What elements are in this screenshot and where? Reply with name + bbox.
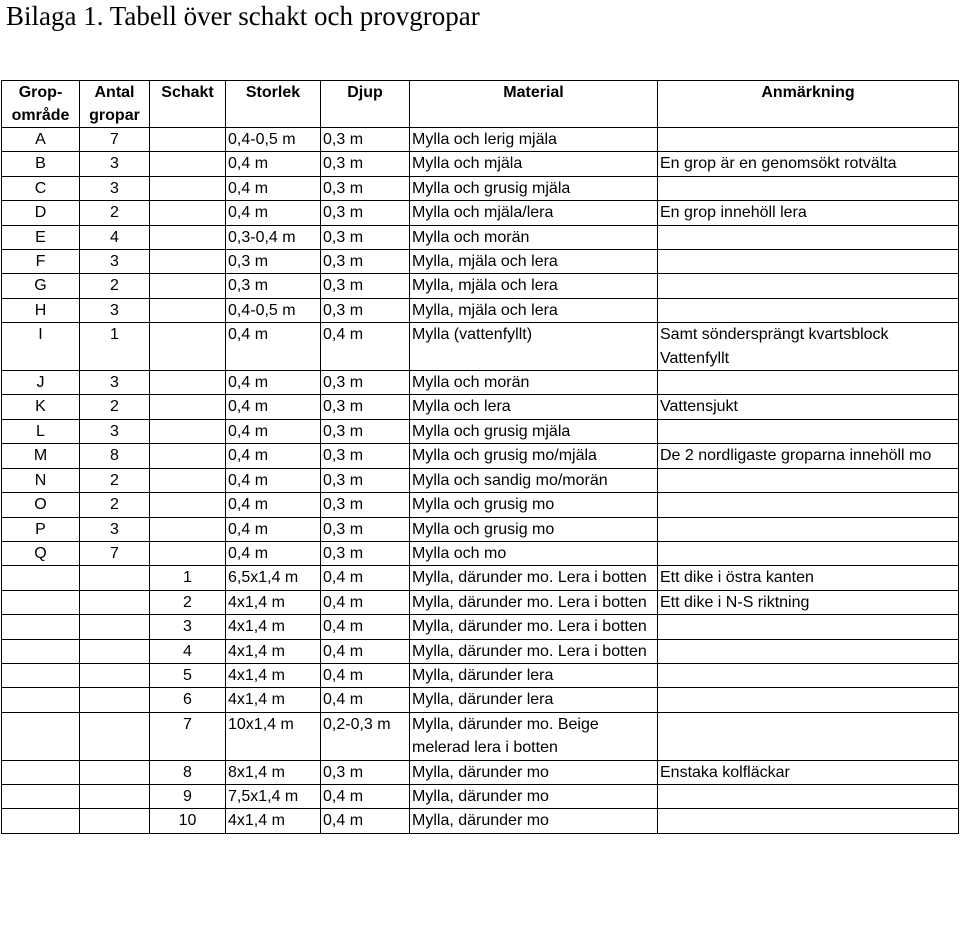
cell-note bbox=[658, 712, 959, 760]
cell-material: Mylla, därunder mo bbox=[410, 784, 658, 808]
cell-area: I bbox=[2, 323, 80, 371]
cell-schakt: 7 bbox=[150, 712, 226, 760]
cell-material: Mylla (vattenfyllt) bbox=[410, 323, 658, 371]
table-row bbox=[2, 760, 959, 784]
cell-material: Mylla och morän bbox=[410, 225, 658, 249]
cell-depth: 0,3 m bbox=[321, 760, 410, 784]
cell-area bbox=[2, 809, 80, 833]
cell-schakt: 9 bbox=[150, 784, 226, 808]
cell-schakt bbox=[150, 419, 226, 443]
cell-area: C bbox=[2, 176, 80, 200]
cell-schakt bbox=[150, 517, 226, 541]
cell-note: Ett dike i östra kanten bbox=[658, 566, 959, 590]
col-header-depth: Djup bbox=[321, 81, 410, 128]
table-row bbox=[2, 590, 959, 614]
table-row bbox=[2, 128, 959, 152]
cell-schakt: 3 bbox=[150, 615, 226, 639]
table-row bbox=[2, 712, 959, 760]
cell-material: Mylla och mjäla bbox=[410, 152, 658, 176]
cell-size: 6,5x1,4 m bbox=[226, 566, 321, 590]
cell-material: Mylla och mjäla/lera bbox=[410, 201, 658, 225]
cell-count: 3 bbox=[80, 152, 150, 176]
cell-schakt bbox=[150, 323, 226, 371]
cell-count: 2 bbox=[80, 468, 150, 492]
cell-area: E bbox=[2, 225, 80, 249]
cell-depth: 0,3 m bbox=[321, 493, 410, 517]
cell-size: 0,3-0,4 m bbox=[226, 225, 321, 249]
cell-schakt bbox=[150, 128, 226, 152]
cell-area bbox=[2, 712, 80, 760]
cell-schakt: 10 bbox=[150, 809, 226, 833]
cell-material: Mylla och sandig mo/morän bbox=[410, 468, 658, 492]
cell-count: 3 bbox=[80, 371, 150, 395]
cell-size: 4x1,4 m bbox=[226, 615, 321, 639]
cell-count bbox=[80, 590, 150, 614]
cell-note bbox=[658, 517, 959, 541]
cell-material: Mylla, därunder mo. Lera i botten bbox=[410, 615, 658, 639]
cell-note bbox=[658, 663, 959, 687]
cell-note bbox=[658, 639, 959, 663]
cell-size: 0,4 m bbox=[226, 517, 321, 541]
cell-material: Mylla och lera bbox=[410, 395, 658, 419]
cell-note bbox=[658, 225, 959, 249]
cell-depth: 0,3 m bbox=[321, 128, 410, 152]
table-row bbox=[2, 784, 959, 808]
table-row bbox=[2, 225, 959, 249]
cell-count: 2 bbox=[80, 493, 150, 517]
table-row bbox=[2, 615, 959, 639]
cell-size: 0,3 m bbox=[226, 250, 321, 274]
cell-area: H bbox=[2, 298, 80, 322]
cell-depth: 0,3 m bbox=[321, 176, 410, 200]
cell-schakt bbox=[150, 250, 226, 274]
col-header-area: Grop-område bbox=[2, 81, 80, 128]
cell-area: N bbox=[2, 468, 80, 492]
cell-schakt: 1 bbox=[150, 566, 226, 590]
cell-schakt bbox=[150, 298, 226, 322]
cell-note: De 2 nordligaste groparna innehöll mo bbox=[658, 444, 959, 468]
cell-schakt bbox=[150, 225, 226, 249]
cell-size: 7,5x1,4 m bbox=[226, 784, 321, 808]
cell-depth: 0,2-0,3 m bbox=[321, 712, 410, 760]
cell-schakt bbox=[150, 468, 226, 492]
cell-size: 4x1,4 m bbox=[226, 590, 321, 614]
col-header-count: Antal gropar bbox=[80, 81, 150, 128]
cell-depth: 0,3 m bbox=[321, 468, 410, 492]
cell-size: 0,4 m bbox=[226, 395, 321, 419]
cell-count: 1 bbox=[80, 323, 150, 371]
cell-count bbox=[80, 784, 150, 808]
cell-material: Mylla, därunder lera bbox=[410, 663, 658, 687]
cell-depth: 0,3 m bbox=[321, 152, 410, 176]
col-header-size: Storlek bbox=[226, 81, 321, 128]
cell-area: D bbox=[2, 201, 80, 225]
cell-material: Mylla, därunder mo. Lera i botten bbox=[410, 566, 658, 590]
cell-size: 4x1,4 m bbox=[226, 809, 321, 833]
cell-size: 4x1,4 m bbox=[226, 688, 321, 712]
cell-count: 3 bbox=[80, 250, 150, 274]
cell-size: 0,4 m bbox=[226, 323, 321, 371]
cell-material: Mylla, därunder mo bbox=[410, 760, 658, 784]
table-row bbox=[2, 688, 959, 712]
cell-count bbox=[80, 663, 150, 687]
cell-depth: 0,3 m bbox=[321, 225, 410, 249]
cell-material: Mylla och lerig mjäla bbox=[410, 128, 658, 152]
cell-area bbox=[2, 639, 80, 663]
cell-schakt: 6 bbox=[150, 688, 226, 712]
cell-count bbox=[80, 615, 150, 639]
cell-size: 4x1,4 m bbox=[226, 663, 321, 687]
col-header-note: Anmärkning bbox=[658, 81, 959, 128]
cell-note bbox=[658, 615, 959, 639]
cell-note: Enstaka kolfläckar bbox=[658, 760, 959, 784]
cell-count bbox=[80, 639, 150, 663]
cell-count: 3 bbox=[80, 298, 150, 322]
cell-area bbox=[2, 615, 80, 639]
table-row bbox=[2, 566, 959, 590]
cell-size: 0,4 m bbox=[226, 419, 321, 443]
cell-size: 0,4 m bbox=[226, 493, 321, 517]
cell-schakt bbox=[150, 444, 226, 468]
cell-size: 0,4-0,5 m bbox=[226, 298, 321, 322]
cell-depth: 0,3 m bbox=[321, 541, 410, 565]
cell-schakt bbox=[150, 201, 226, 225]
cell-note bbox=[658, 493, 959, 517]
table-row bbox=[2, 176, 959, 200]
cell-count: 2 bbox=[80, 201, 150, 225]
cell-note bbox=[658, 371, 959, 395]
cell-area bbox=[2, 590, 80, 614]
cell-material: Mylla, mjäla och lera bbox=[410, 298, 658, 322]
cell-count bbox=[80, 809, 150, 833]
cell-schakt bbox=[150, 152, 226, 176]
table-row bbox=[2, 444, 959, 468]
cell-count: 3 bbox=[80, 419, 150, 443]
cell-note bbox=[658, 128, 959, 152]
page-title: Bilaga 1. Tabell över schakt och provgropar bbox=[6, 1, 480, 31]
cell-count bbox=[80, 760, 150, 784]
cell-schakt bbox=[150, 493, 226, 517]
cell-count: 7 bbox=[80, 128, 150, 152]
cell-size: 4x1,4 m bbox=[226, 639, 321, 663]
table-row bbox=[2, 468, 959, 492]
cell-note: Vattensjukt bbox=[658, 395, 959, 419]
cell-area bbox=[2, 760, 80, 784]
cell-count: 7 bbox=[80, 541, 150, 565]
cell-schakt bbox=[150, 371, 226, 395]
cell-count: 3 bbox=[80, 517, 150, 541]
table-row bbox=[2, 298, 959, 322]
cell-count bbox=[80, 712, 150, 760]
cell-area: G bbox=[2, 274, 80, 298]
cell-material: Mylla och grusig mjäla bbox=[410, 419, 658, 443]
cell-count bbox=[80, 566, 150, 590]
table-body bbox=[2, 128, 959, 834]
cell-depth: 0,4 m bbox=[321, 784, 410, 808]
cell-schakt bbox=[150, 541, 226, 565]
cell-depth: 0,3 m bbox=[321, 444, 410, 468]
table-row bbox=[2, 201, 959, 225]
cell-depth: 0,3 m bbox=[321, 298, 410, 322]
cell-size: 0,4-0,5 m bbox=[226, 128, 321, 152]
cell-material: Mylla och grusig mjäla bbox=[410, 176, 658, 200]
cell-count bbox=[80, 688, 150, 712]
cell-schakt: 5 bbox=[150, 663, 226, 687]
cell-note: En grop är en genomsökt rotvälta bbox=[658, 152, 959, 176]
cell-area bbox=[2, 688, 80, 712]
cell-schakt bbox=[150, 274, 226, 298]
pit-table bbox=[1, 80, 959, 834]
table-row bbox=[2, 152, 959, 176]
cell-size: 0,4 m bbox=[226, 541, 321, 565]
cell-depth: 0,4 m bbox=[321, 688, 410, 712]
cell-depth: 0,3 m bbox=[321, 274, 410, 298]
cell-size: 0,3 m bbox=[226, 274, 321, 298]
cell-depth: 0,4 m bbox=[321, 663, 410, 687]
cell-depth: 0,4 m bbox=[321, 590, 410, 614]
cell-depth: 0,3 m bbox=[321, 395, 410, 419]
cell-note bbox=[658, 176, 959, 200]
cell-material: Mylla och grusig mo/mjäla bbox=[410, 444, 658, 468]
table-row bbox=[2, 517, 959, 541]
table-row bbox=[2, 371, 959, 395]
cell-count: 2 bbox=[80, 395, 150, 419]
cell-material: Mylla, mjäla och lera bbox=[410, 250, 658, 274]
cell-count: 3 bbox=[80, 176, 150, 200]
cell-area bbox=[2, 784, 80, 808]
cell-area: P bbox=[2, 517, 80, 541]
cell-size: 10x1,4 m bbox=[226, 712, 321, 760]
cell-depth: 0,3 m bbox=[321, 419, 410, 443]
cell-count: 4 bbox=[80, 225, 150, 249]
cell-size: 0,4 m bbox=[226, 201, 321, 225]
cell-depth: 0,4 m bbox=[321, 323, 410, 371]
cell-material: Mylla, därunder mo. Lera i botten bbox=[410, 639, 658, 663]
cell-note: Ett dike i N-S riktning bbox=[658, 590, 959, 614]
cell-schakt bbox=[150, 395, 226, 419]
cell-note bbox=[658, 468, 959, 492]
cell-area bbox=[2, 663, 80, 687]
table-row bbox=[2, 663, 959, 687]
cell-material: Mylla, därunder mo bbox=[410, 809, 658, 833]
cell-area: K bbox=[2, 395, 80, 419]
table-row bbox=[2, 809, 959, 833]
cell-note bbox=[658, 688, 959, 712]
cell-depth: 0,4 m bbox=[321, 639, 410, 663]
cell-size: 0,4 m bbox=[226, 371, 321, 395]
cell-schakt: 2 bbox=[150, 590, 226, 614]
cell-depth: 0,4 m bbox=[321, 809, 410, 833]
cell-area: B bbox=[2, 152, 80, 176]
cell-area: Q bbox=[2, 541, 80, 565]
cell-depth: 0,3 m bbox=[321, 517, 410, 541]
cell-material: Mylla och grusig mo bbox=[410, 517, 658, 541]
cell-size: 0,4 m bbox=[226, 468, 321, 492]
cell-area: M bbox=[2, 444, 80, 468]
cell-depth: 0,3 m bbox=[321, 250, 410, 274]
cell-note: Samt söndersprängt kvartsblock Vattenfyllt bbox=[658, 323, 959, 371]
cell-note bbox=[658, 784, 959, 808]
cell-note bbox=[658, 809, 959, 833]
cell-material: Mylla och mo bbox=[410, 541, 658, 565]
cell-note bbox=[658, 541, 959, 565]
cell-area: L bbox=[2, 419, 80, 443]
cell-size: 0,4 m bbox=[226, 444, 321, 468]
cell-note bbox=[658, 274, 959, 298]
cell-area: O bbox=[2, 493, 80, 517]
cell-area: A bbox=[2, 128, 80, 152]
table-row bbox=[2, 493, 959, 517]
cell-area bbox=[2, 566, 80, 590]
cell-depth: 0,3 m bbox=[321, 201, 410, 225]
cell-size: 8x1,4 m bbox=[226, 760, 321, 784]
table-row bbox=[2, 639, 959, 663]
cell-depth: 0,4 m bbox=[321, 615, 410, 639]
cell-count: 2 bbox=[80, 274, 150, 298]
cell-area: J bbox=[2, 371, 80, 395]
cell-depth: 0,4 m bbox=[321, 566, 410, 590]
cell-note bbox=[658, 250, 959, 274]
table-row bbox=[2, 250, 959, 274]
table-row bbox=[2, 323, 959, 371]
cell-note bbox=[658, 298, 959, 322]
table-row bbox=[2, 419, 959, 443]
cell-area: F bbox=[2, 250, 80, 274]
cell-schakt: 4 bbox=[150, 639, 226, 663]
table-header-row bbox=[2, 81, 959, 128]
cell-material: Mylla, därunder mo. Beige melerad lera i botten bbox=[410, 712, 658, 760]
cell-material: Mylla och morän bbox=[410, 371, 658, 395]
col-header-schakt: Schakt bbox=[150, 81, 226, 128]
cell-schakt: 8 bbox=[150, 760, 226, 784]
cell-material: Mylla och grusig mo bbox=[410, 493, 658, 517]
cell-size: 0,4 m bbox=[226, 176, 321, 200]
cell-material: Mylla, därunder mo. Lera i botten bbox=[410, 590, 658, 614]
cell-material: Mylla, därunder lera bbox=[410, 688, 658, 712]
cell-depth: 0,3 m bbox=[321, 371, 410, 395]
table-row bbox=[2, 395, 959, 419]
table-row bbox=[2, 541, 959, 565]
cell-schakt bbox=[150, 176, 226, 200]
cell-note bbox=[658, 419, 959, 443]
cell-material: Mylla, mjäla och lera bbox=[410, 274, 658, 298]
cell-count: 8 bbox=[80, 444, 150, 468]
table-row bbox=[2, 274, 959, 298]
cell-note: En grop innehöll lera bbox=[658, 201, 959, 225]
col-header-material: Material bbox=[410, 81, 658, 128]
cell-size: 0,4 m bbox=[226, 152, 321, 176]
